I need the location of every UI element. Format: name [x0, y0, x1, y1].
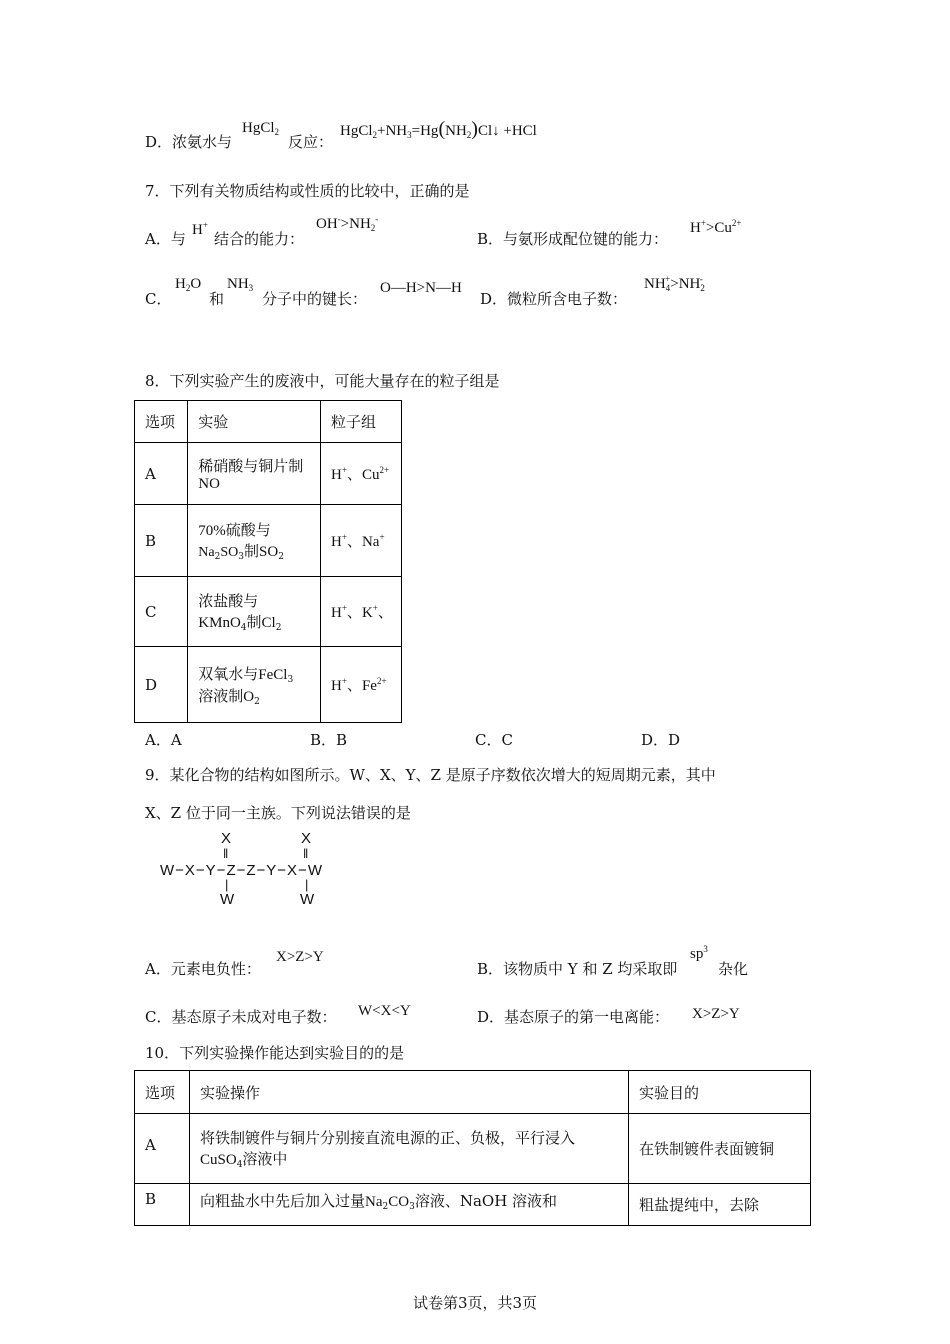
- q7-c-molecule-1: $H_2O$: [175, 276, 202, 293]
- q10-row-b-purpose: 粗盐提纯中，去除: [629, 1184, 811, 1226]
- q8-row-a-option: A: [135, 443, 188, 505]
- q9-option-a-label: A．元素电负性：: [145, 960, 261, 978]
- q10-header-purpose: 实验目的: [629, 1071, 811, 1114]
- q8-row-c-experiment: 浓盐酸与 KMnO$_4$制$Cl_2$: [188, 577, 321, 647]
- struct-x-top-1: X: [221, 830, 232, 847]
- struct-w-bottom-1: W: [220, 891, 235, 908]
- q10-header-operation: 实验操作: [190, 1071, 629, 1114]
- q10-stem: 10．下列实验操作能达到实验目的的是: [145, 1044, 405, 1062]
- q6-option-d: D．浓氨水与: [145, 133, 233, 151]
- q8-table: [134, 400, 402, 723]
- q7-a-ion: H+: [192, 220, 208, 238]
- q7-option-a-label: A．与: [145, 230, 186, 248]
- struct-double-bond-1: ‖: [223, 846, 229, 861]
- struct-x-top-2: X: [301, 830, 312, 847]
- q9-b-tail: 杂化: [718, 960, 749, 978]
- q8-option-c: C．C: [475, 731, 513, 749]
- struct-double-bond-2: ‖: [303, 846, 309, 861]
- table-row: [135, 647, 402, 723]
- q9-b-hybrid: $sp^3$: [690, 944, 708, 962]
- q8-row-d-experiment: 双氧水与FeCl$_3$ 溶液制$O_2$: [188, 647, 321, 723]
- q9-option-b-label: B．该物质中 Y 和 Z 均采取即: [477, 960, 678, 978]
- table-row: [135, 443, 402, 505]
- q9-c-compare: W<X<Y: [358, 1003, 411, 1019]
- q10-row-a-operation: 将铁制镀件与铜片分别接直流电源的正、负极，平行浸入 CuSO$_4$溶液中: [190, 1114, 629, 1184]
- q6-d-equation: $HgCl_2+NH_3=Hg(NH_2)Cl↓ +HCl$: [340, 118, 537, 140]
- q7-option-b-label: B．与氨形成配位键的能力：: [477, 230, 669, 248]
- table-header-row: [135, 401, 402, 443]
- q7-c-molecule-2: $NH_3$: [227, 276, 254, 293]
- q8-option-a: A．A: [145, 731, 182, 749]
- q8-row-a-particles: H+、$Cu^{2+}$: [321, 443, 402, 505]
- q10-row-b-option: B: [135, 1184, 190, 1226]
- q6-d-reactant: HgCl$_2$: [242, 120, 280, 137]
- table-row: [135, 505, 402, 577]
- q7-c-text: 分子中的键长：: [262, 290, 368, 308]
- q7-c-compare: O—H>N—H: [380, 280, 462, 296]
- q7-option-d-label: D．微粒所含电子数：: [480, 290, 628, 308]
- table-header-row: [135, 1071, 811, 1114]
- page-footer: 试卷第3页，共3页: [412, 1294, 538, 1312]
- q8-row-b-experiment: 70%硫酸与 $Na_2SO_3$制$SO_2$: [188, 505, 321, 577]
- table-row: [135, 577, 402, 647]
- q9-option-c-label: C．基态原子未成对电子数：: [145, 1008, 337, 1026]
- q7-option-c-label: C．: [145, 290, 172, 308]
- q8-row-d-option: D: [135, 647, 188, 723]
- q7-d-compare: $NH_4^+>NH_2^-$: [644, 274, 705, 293]
- q9-a-compare: X>Z>Y: [276, 949, 324, 965]
- struct-w-bottom-2: W: [300, 891, 315, 908]
- table-row: [135, 1184, 811, 1226]
- q10-header-option: 选项: [135, 1071, 190, 1114]
- table-row: [135, 1114, 811, 1184]
- q10-row-b-operation: 向粗盐水中先后加入过量$Na_2CO_3$溶液、NaOH 溶液和: [190, 1184, 629, 1226]
- q8-row-a-experiment: 稀硝酸与铜片制 NO: [188, 443, 321, 505]
- q9-option-d-label: D．基态原子的第一电离能：: [477, 1008, 670, 1026]
- q8-header-experiment: 实验: [188, 401, 321, 443]
- q7-stem: 7．下列有关物质结构或性质的比较中，正确的是: [145, 182, 470, 200]
- q9-stem-line-1: 9．某化合物的结构如图所示。W、X、Y、Z 是原子序数依次增大的短周期元素，其中: [145, 766, 716, 784]
- struct-main-chain: W−X−Y−Z−Z−Y−X−W: [160, 862, 323, 879]
- q9-structure-diagram: [158, 830, 388, 910]
- q10-row-a-option: A: [135, 1114, 190, 1184]
- q8-header-option: 选项: [135, 401, 188, 443]
- q8-header-particles: 粒子组: [321, 401, 402, 443]
- q10-table: [134, 1070, 811, 1226]
- q8-row-c-particles: H+、K+、: [321, 577, 402, 647]
- struct-single-bond-2: |: [305, 877, 309, 892]
- q6-d-reaction-text: 反应：: [288, 133, 334, 151]
- q10-row-a-purpose: 在铁制镀件表面镀铜: [629, 1114, 811, 1184]
- q8-option-b: B．B: [310, 731, 348, 749]
- q7-c-and: 和: [209, 290, 225, 308]
- q7-a-compare: $OH^->NH_2^-$: [316, 214, 379, 233]
- q8-row-b-option: B: [135, 505, 188, 577]
- struct-single-bond-1: |: [225, 877, 229, 892]
- q7-b-compare: $H^+>Cu^{2+}$: [690, 218, 742, 236]
- q9-stem-line-2: X、Z 位于同一主族。下列说法错误的是: [145, 804, 411, 822]
- q8-stem: 8．下列实验产生的废液中，可能大量存在的粒子组是: [145, 372, 500, 390]
- q8-row-d-particles: H+、$Fe^{2+}$: [321, 647, 402, 723]
- q8-row-c-option: C: [135, 577, 188, 647]
- q8-row-b-particles: H+、Na+: [321, 505, 402, 577]
- q8-option-d: D．D: [641, 731, 681, 749]
- q9-d-compare: X>Z>Y: [692, 1006, 740, 1022]
- q7-a-text: 结合的能力：: [214, 230, 305, 248]
